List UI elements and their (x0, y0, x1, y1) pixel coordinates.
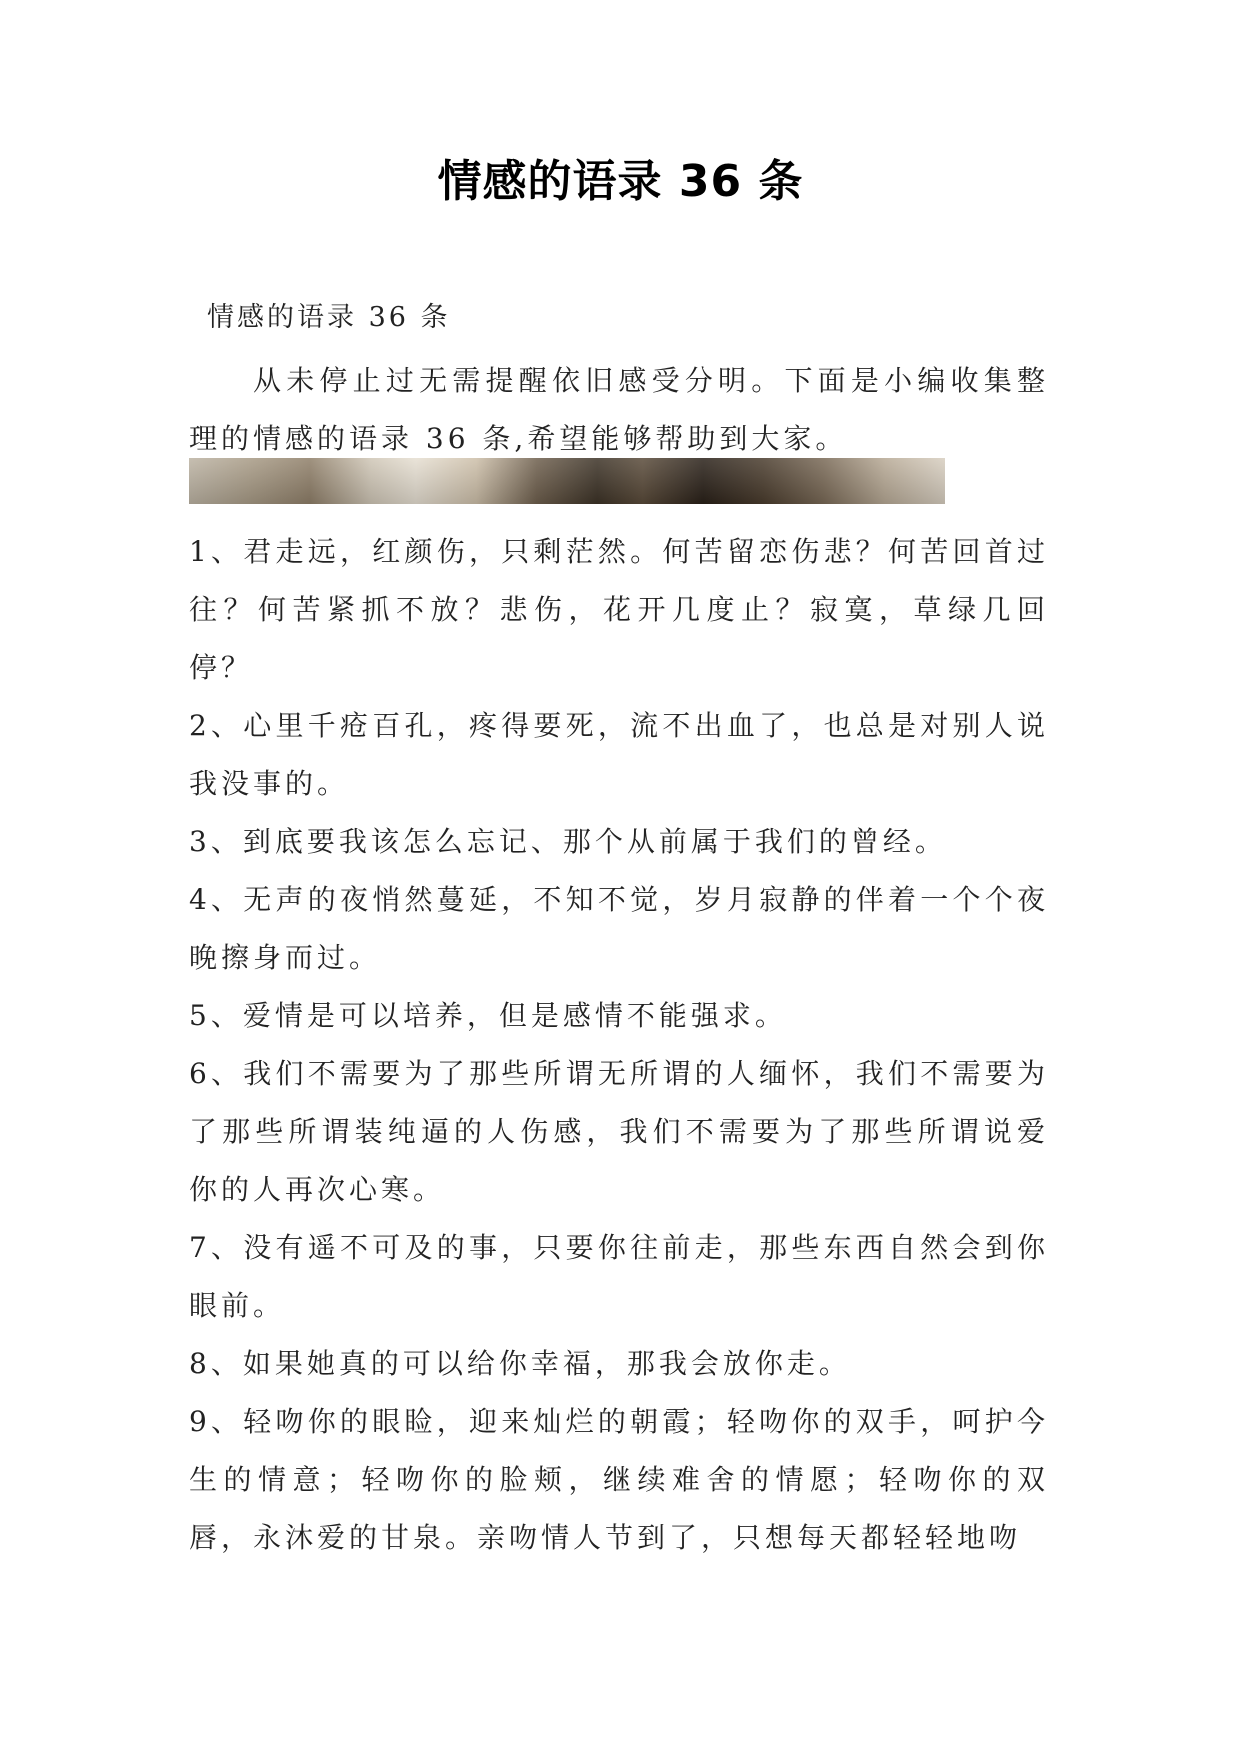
document-subtitle: 情感的语录 36 条 (207, 302, 451, 333)
document-title: 情感的语录 36 条 (437, 156, 804, 207)
quote-list (189, 523, 1049, 1567)
quote-item: 3、到底要我该怎么忘记、那个从前属于我们的曾经。 (189, 825, 947, 858)
quote-item: 8、如果她真的可以给你幸福，那我会放你走。 (189, 1347, 851, 1380)
quote-item: 1、君走远，红颜伤，只剩茫然。何苦留恋伤悲？何苦回首过往？何苦紧抓不放？悲伤，花开几度止？寂寞，草绿几回停？ (189, 535, 1049, 684)
quote-item: 2、心里千疮百孔，疼得要死，流不出血了，也总是对别人说我没事的。 (189, 709, 1049, 800)
quote-item: 7、没有遥不可及的事，只要你往前走，那些东西自然会到你眼前。 (189, 1231, 1049, 1322)
quote-item: 6、我们不需要为了那些所谓无所谓的人缅怀，我们不需要为了那些所谓装纯逼的人伤感，我们不需要为了那些所谓说爱你的人再次心寒。 (189, 1057, 1049, 1206)
decorative-photo (189, 458, 945, 504)
quote-item: 5、爱情是可以培养，但是感情不能强求。 (189, 999, 787, 1032)
intro-paragraph: 从未停止过无需提醒依旧感受分明。下面是小编收集整理的情感的语录 36 条,希望能够帮助到大家。 (189, 364, 1049, 455)
quote-item: 4、无声的夜悄然蔓延，不知不觉，岁月寂静的伴着一个个夜晚擦身而过。 (189, 883, 1049, 974)
quote-item: 9、轻吻你的眼睑，迎来灿烂的朝霞；轻吻你的双手，呵护今生的情意；轻吻你的脸颊，继续难舍的情愿；轻吻你的双唇，永沐爱的甘泉。亲吻情人节到了，只想每天都轻轻地吻 (189, 1405, 1049, 1554)
